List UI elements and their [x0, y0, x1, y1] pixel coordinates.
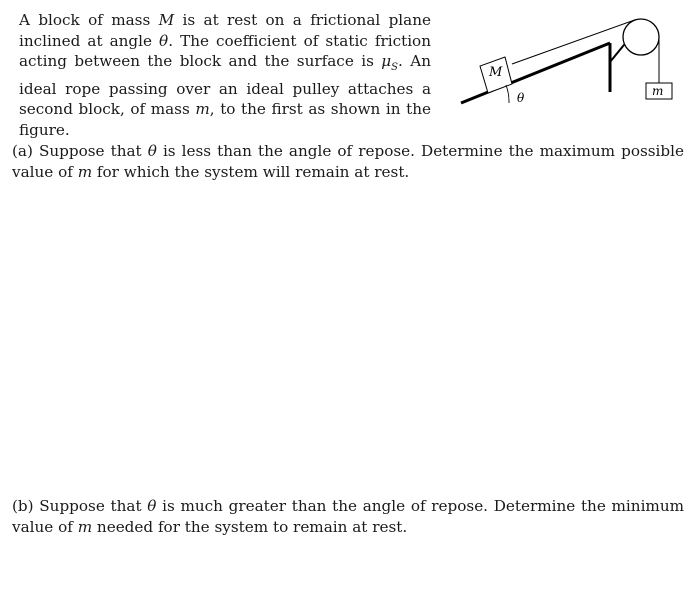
- part-b-text-1: (b) Suppose that: [12, 497, 148, 515]
- part-b-question: [12, 496, 684, 537]
- angle-arc: [506, 85, 509, 103]
- angle-label: θ: [517, 91, 525, 105]
- part-a-text-3: for which the system will remain at rest.: [92, 162, 410, 181]
- var-m-a: m: [77, 162, 93, 181]
- problem-statement: [19, 10, 431, 141]
- intro-text-3: . The coefficient of static friction acting between the block and the surface is: [19, 31, 431, 71]
- intro-text-4: . An ideal rope passing over an ideal pulley attaches a second block, of mass: [19, 52, 432, 119]
- part-a-text-1: (a) Suppose that: [12, 142, 148, 160]
- intro-text-5: , to the first as shown in the figure.: [19, 100, 431, 139]
- var-M: M: [158, 11, 175, 29]
- var-theta: θ: [159, 31, 169, 50]
- block-m-label: m: [652, 84, 664, 98]
- intro-text-2: is at rest on a frictional plane inclined at angle: [19, 11, 431, 50]
- var-theta-a: θ: [147, 142, 157, 160]
- part-b-text-3: needed for the system to remain at rest.: [92, 517, 408, 536]
- intro-text-1: A block of mass: [19, 11, 159, 29]
- incline-pulley-figure: [455, 12, 685, 112]
- var-theta-b: θ: [147, 497, 157, 515]
- block-M-label: M: [489, 65, 503, 80]
- var-m: m: [195, 100, 210, 119]
- part-a-text-2: is less than the angle of repose. Determine the maximum possible value of: [12, 142, 684, 181]
- var-mu: μ: [381, 52, 392, 71]
- var-m-b: m: [77, 517, 93, 536]
- part-b-text-2: is much greater than the angle of repose. Determine the minimum value of: [12, 497, 685, 536]
- part-a-question: [12, 141, 684, 182]
- pulley-icon: [623, 19, 659, 55]
- var-mu-subscript: S: [391, 62, 399, 74]
